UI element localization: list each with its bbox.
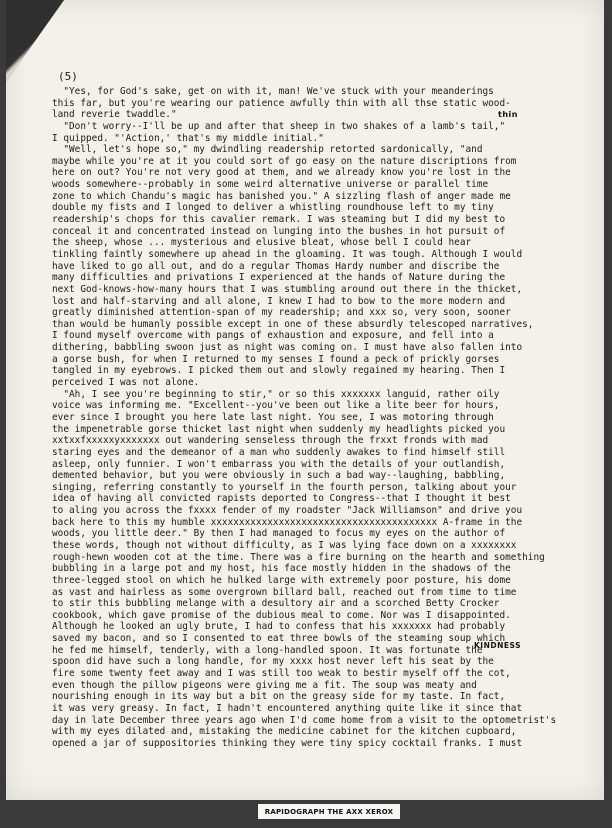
typed-line: singing, referring constantly to yourself in the fourth person, talking about your [52, 481, 517, 493]
typed-line: land reverie twaddle." [52, 109, 177, 121]
typed-line: cookbook, which gave promise of the dubious meal to come. Nor was I disappointed. [52, 609, 511, 621]
typed-line: spoon did have such a long handle, for my xxxx host never left his seat by the [52, 656, 494, 668]
typed-line: idea of having all convicted rapists deported to Congress--that I thought it best [52, 493, 511, 505]
typed-line: perceived I was not alone. [52, 377, 200, 389]
typed-line: these words, though not without difficulty, as I was lying face down on a xxxxxxxx [52, 539, 517, 551]
typed-line: it was very greasy. In fact, I hadn't encountered anything quite like it since that [52, 702, 523, 714]
typed-line: have liked to go all out, and do a regular Thomas Hardy number and discribe the [52, 260, 500, 272]
typed-line: xxtxxfxxxxxyxxxxxxx out wandering senseless through the frxxt fronds with mad [52, 435, 489, 447]
typed-line: with my eyes dilated and, mistaking the medicine cabinet for the kitchen cupboard, [52, 726, 517, 738]
footer-label-strip [258, 804, 400, 819]
typed-line: to aling you across the fxxxx fender of my roadster "Jack Williamson" and drive you [52, 505, 523, 517]
typed-line: "Don't worry--I'll be up and after that sheep in two shakes of a lamb's tail," [52, 120, 506, 132]
typed-line: "Yes, for God's sake, get on with it, man! We've stuck with your meanderings [52, 86, 494, 97]
handwritten-correction-kindness: KINDNESS [474, 641, 521, 650]
typed-line: dithering, babbling swoon just as night was coming on. I must have also fallen into [52, 342, 523, 354]
typed-line: double my fists and I longed to deliver a whistling roundhouse left to my tiny [52, 202, 494, 214]
typed-line: readership's chops for this cavalier remark. I was steaming but I did my best to [52, 214, 506, 226]
typed-line: many difficulties and privations I experienced at the hands of Nature during the [52, 272, 506, 284]
typed-line: bubbling in a large pot and my host, his face mostly hidden in the shadows of the [52, 563, 511, 575]
typed-line: maybe while you're at it you could sort of go easy on the nature discriptions from [52, 155, 517, 167]
typed-line: fire some twenty feet away and I was still too weak to bestir myself off the cot, [52, 668, 511, 680]
typed-line: woods, you little deer." By then I had managed to focus my eyes on the author of [52, 528, 506, 540]
typed-line: here on out? You're not very good at them, and we already know you're lost in the [52, 167, 511, 179]
typed-line: than would be humanly possible except in one of these absurdly telescoped narratives, [52, 318, 534, 330]
typed-line: staring eyes and the demeanor of a man who suddenly awakes to find himself still [52, 446, 506, 458]
typed-line: he fed me himself, tenderly, with a long-handled spoon. It was fortunate the [52, 644, 483, 656]
typed-line: saved my bacon, and so I consented to eat three bowls of the steaming soup which [52, 633, 506, 645]
typed-line: nourishing enough in its way but a bit on the greasy side for my taste. In fact, [52, 691, 506, 703]
typed-line: zone to which Chandu's magic has banished you." A sizzling flash of anger made me [52, 190, 511, 202]
typed-line: voice was informing me. "Excellent--you've been out like a lite beer for hours, [52, 400, 500, 412]
typed-line: three-legged stool on which he hulked large with extremely poor posture, his dome [52, 574, 511, 586]
typed-line: Although he looked an ugly brute, I had to confess that his xxxxxxx had probably [52, 621, 506, 633]
typed-line: even though the pillow pigeons were giving me a fit. The soup was meaty and [52, 679, 477, 691]
typed-line: conceal it and concentrated instead on lunging into the bushes in hot pursuit of [52, 225, 506, 237]
typed-line: rough-hewn wooden cot at the time. There was a fire burning on the hearth and something [52, 551, 545, 563]
typed-line: the impenetrable gorse thicket last night when suddenly my headlights picked you [52, 423, 506, 435]
typed-line: greatly diminished attention-span of my readership; and xxx so, very soon, sooner [52, 307, 511, 319]
typed-line: demented behavior, but you were obviously in such a bad way--laughing, babbling, [52, 470, 506, 482]
typed-line: "Ah, I see you're beginning to stir," or so this xxxxxxx languid, rather oily [52, 388, 500, 400]
typed-line: this far, but you're wearing our patience awfully thin with all thse static wood- [52, 97, 511, 109]
typed-line: to stir this bubbling melange with a desultory air and a scorched Betty Crocker [52, 598, 500, 610]
typed-line: I found myself overcome with pangs of exhaustion and exposure, and fell into a [52, 330, 494, 342]
typed-line: opened a jar of suppositories thinking they were tiny spicy cocktail franks. I must [52, 737, 523, 749]
typed-line: as vast and hairless as some overgrown billard ball, reached out from time to time [52, 586, 517, 598]
typed-line: day in late December three years ago when I'd come home from a visit to the optometrist's [52, 714, 557, 726]
typed-line: asleep, only funnier. I won't embarrass you with the details of your outlandish, [52, 458, 506, 470]
typed-line: tinkling faintly somewhere up ahead in the gloaming. It was tough. Although I would [52, 248, 523, 260]
typed-line: tangled in my eyebrows. I picked them out and slowly regained my hearing. Then I [52, 365, 506, 377]
typed-line: woods somewhere--probably in some weird alternative universe or parallel time [52, 179, 489, 191]
typed-line: a gorse bush, for when I returned to my senses I found a peck of prickly gorses [52, 353, 500, 365]
footer-label: RAPIDOGRAPH THE AXX XEROX [264, 807, 394, 816]
typed-line: back here to this my humble xxxxxxxxxxxxxxxxxxxxxxxxxxxxxxxxxxxxxxxx A-frame in the [52, 516, 523, 528]
typed-line: ever since I brought you here late last night. You see, I was motoring through [52, 411, 494, 423]
typed-line: next God-knows-how-many hours that I was stumbling around out there in the thicket, [52, 283, 523, 295]
typed-line: "Well, let's hope so," my dwindling readership retorted sardonically, "and [52, 144, 483, 156]
page-number: (5) [58, 70, 78, 83]
typed-line: the sheep, whose ... mysterious and elusive bleat, whose bell I could hear [52, 237, 472, 249]
handwritten-correction-thin: thin [498, 110, 518, 119]
typed-line: I quipped. "'Action,' that's my middle initial." [52, 132, 324, 144]
typed-line: lost and half-starving and all alone, I knew I had to bow to the more modern and [52, 295, 506, 307]
